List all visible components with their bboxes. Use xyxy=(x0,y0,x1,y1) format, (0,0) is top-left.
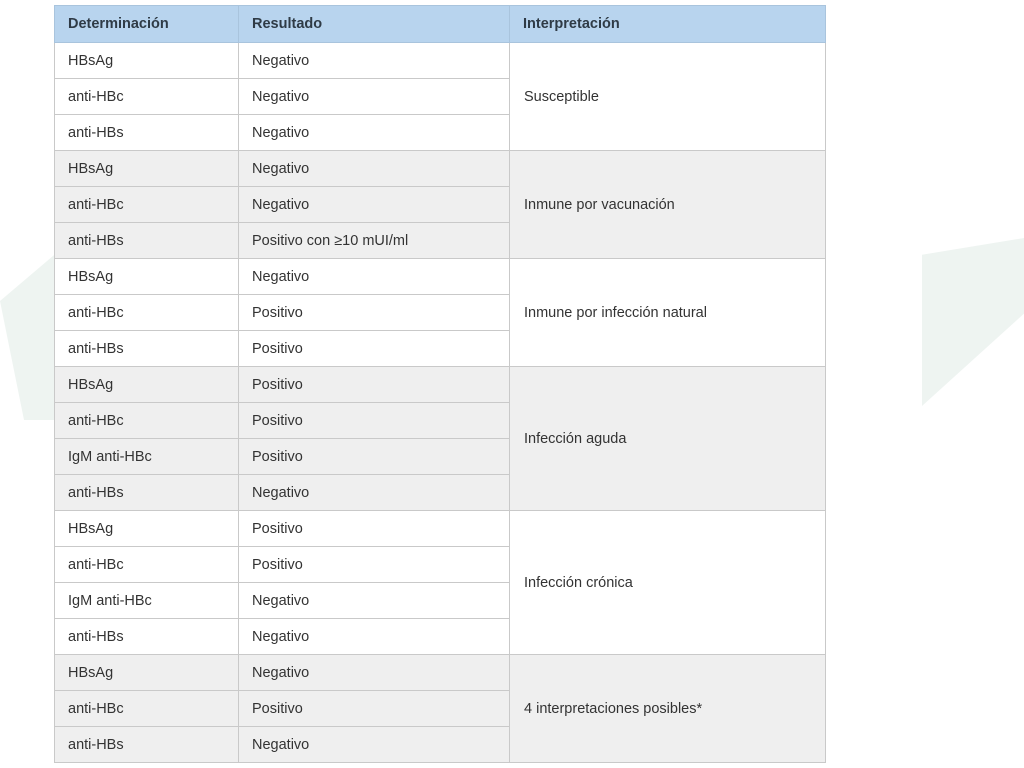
resultado-cell: Negativo xyxy=(239,43,510,79)
resultado-cell: Positivo xyxy=(239,295,510,331)
resultado-cell: Negativo xyxy=(239,475,510,511)
resultado-cell: Negativo xyxy=(239,259,510,295)
header-interpretacion: Interpretación xyxy=(510,6,826,43)
determinacion-cell: anti-HBs xyxy=(55,475,239,511)
table-body xyxy=(55,43,826,763)
resultado-cell: Negativo xyxy=(239,727,510,763)
resultado-cell: Positivo xyxy=(239,511,510,547)
determinacion-cell: anti-HBc xyxy=(55,79,239,115)
determinacion-cell: HBsAg xyxy=(55,151,239,187)
background-decoration-left xyxy=(0,250,60,420)
determinacion-cell: HBsAg xyxy=(55,655,239,691)
interpretacion-cell: Inmune por infección natural xyxy=(510,259,826,367)
resultado-cell: Negativo xyxy=(239,583,510,619)
interpretacion-cell: Infección crónica xyxy=(510,511,826,655)
header-resultado: Resultado xyxy=(239,6,510,43)
resultado-cell: Positivo xyxy=(239,403,510,439)
resultado-cell: Positivo xyxy=(239,691,510,727)
resultado-cell: Positivo xyxy=(239,331,510,367)
resultado-cell: Positivo xyxy=(239,439,510,475)
table-row xyxy=(55,367,826,403)
determinacion-cell: IgM anti-HBc xyxy=(55,439,239,475)
resultado-cell: Negativo xyxy=(239,655,510,691)
interpretacion-cell: Infección aguda xyxy=(510,367,826,511)
determinacion-cell: HBsAg xyxy=(55,43,239,79)
resultado-cell: Positivo xyxy=(239,367,510,403)
table-row xyxy=(55,43,826,79)
determinacion-cell: anti-HBs xyxy=(55,727,239,763)
resultado-cell: Negativo xyxy=(239,619,510,655)
determinacion-cell: HBsAg xyxy=(55,367,239,403)
determinacion-cell: anti-HBc xyxy=(55,403,239,439)
resultado-cell: Negativo xyxy=(239,79,510,115)
hepatitis-b-serology-table xyxy=(54,5,826,763)
determinacion-cell: anti-HBs xyxy=(55,619,239,655)
determinacion-cell: HBsAg xyxy=(55,511,239,547)
table-row xyxy=(55,511,826,547)
determinacion-cell: anti-HBc xyxy=(55,187,239,223)
table-row xyxy=(55,259,826,295)
determinacion-cell: anti-HBc xyxy=(55,547,239,583)
resultado-cell: Negativo xyxy=(239,115,510,151)
interpretacion-cell: 4 interpretaciones posibles* xyxy=(510,655,826,763)
resultado-cell: Positivo xyxy=(239,547,510,583)
table-header-row xyxy=(55,6,826,43)
determinacion-cell: anti-HBc xyxy=(55,295,239,331)
determinacion-cell: HBsAg xyxy=(55,259,239,295)
interpretacion-cell: Inmune por vacunación xyxy=(510,151,826,259)
determinacion-cell: anti-HBs xyxy=(55,223,239,259)
determinacion-cell: anti-HBs xyxy=(55,331,239,367)
header-determinacion: Determinación xyxy=(55,6,239,43)
determinacion-cell: anti-HBs xyxy=(55,115,239,151)
resultado-cell: Negativo xyxy=(239,151,510,187)
interpretacion-cell: Susceptible xyxy=(510,43,826,151)
determinacion-cell: anti-HBc xyxy=(55,691,239,727)
background-decoration-right xyxy=(922,238,1024,406)
table-row xyxy=(55,655,826,691)
resultado-cell: Positivo con ≥10 mUI/ml xyxy=(239,223,510,259)
table-row xyxy=(55,151,826,187)
determinacion-cell: IgM anti-HBc xyxy=(55,583,239,619)
resultado-cell: Negativo xyxy=(239,187,510,223)
